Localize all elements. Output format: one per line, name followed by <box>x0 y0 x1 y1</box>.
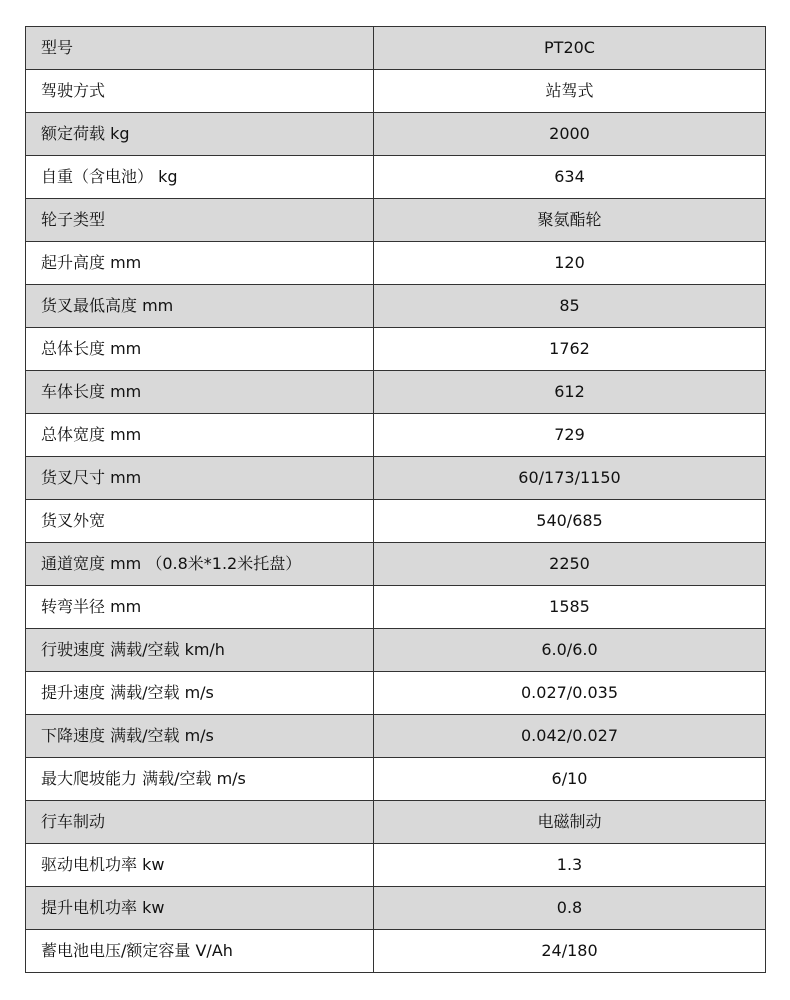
table-row <box>26 715 766 758</box>
row-value: 24/180 <box>374 930 766 973</box>
table-row <box>26 758 766 801</box>
row-value: 6.0/6.0 <box>374 629 766 672</box>
row-value: 聚氨酯轮 <box>374 199 766 242</box>
row-value: 1585 <box>374 586 766 629</box>
row-label: 驱动电机功率 kw <box>26 844 374 887</box>
row-value: 634 <box>374 156 766 199</box>
row-value: 1762 <box>374 328 766 371</box>
row-value: 0.8 <box>374 887 766 930</box>
row-label: 自重（含电池） kg <box>26 156 374 199</box>
row-label: 行车制动 <box>26 801 374 844</box>
row-label: 起升高度 mm <box>26 242 374 285</box>
table-row <box>26 930 766 973</box>
row-value: 0.042/0.027 <box>374 715 766 758</box>
table-row <box>26 801 766 844</box>
row-label: 额定荷载 kg <box>26 113 374 156</box>
row-value: 2000 <box>374 113 766 156</box>
row-label: 转弯半径 mm <box>26 586 374 629</box>
row-label: 最大爬坡能力 满载/空载 m/s <box>26 758 374 801</box>
row-value: 6/10 <box>374 758 766 801</box>
row-label: 货叉外宽 <box>26 500 374 543</box>
row-value: 120 <box>374 242 766 285</box>
row-label: 提升速度 满载/空载 m/s <box>26 672 374 715</box>
row-value: 电磁制动 <box>374 801 766 844</box>
row-value: 60/173/1150 <box>374 457 766 500</box>
row-label: 驾驶方式 <box>26 70 374 113</box>
table-row <box>26 543 766 586</box>
row-label: 行驶速度 满载/空载 km/h <box>26 629 374 672</box>
table-row <box>26 328 766 371</box>
row-label: 通道宽度 mm （0.8米*1.2米托盘） <box>26 543 374 586</box>
row-value: PT20C <box>374 27 766 70</box>
row-value: 729 <box>374 414 766 457</box>
row-label: 车体长度 mm <box>26 371 374 414</box>
table-row <box>26 242 766 285</box>
table-row <box>26 672 766 715</box>
row-value: 85 <box>374 285 766 328</box>
table-row <box>26 113 766 156</box>
table-row <box>26 27 766 70</box>
table-row <box>26 199 766 242</box>
row-label: 总体长度 mm <box>26 328 374 371</box>
table-row <box>26 844 766 887</box>
row-value: 540/685 <box>374 500 766 543</box>
row-label: 总体宽度 mm <box>26 414 374 457</box>
table-row <box>26 285 766 328</box>
table-row <box>26 586 766 629</box>
row-value: 0.027/0.035 <box>374 672 766 715</box>
table-row <box>26 887 766 930</box>
table-row <box>26 156 766 199</box>
spec-table-body <box>26 27 766 973</box>
table-row <box>26 414 766 457</box>
row-value: 1.3 <box>374 844 766 887</box>
row-label: 货叉尺寸 mm <box>26 457 374 500</box>
row-label: 蓄电池电压/额定容量 V/Ah <box>26 930 374 973</box>
table-row <box>26 500 766 543</box>
row-label: 货叉最低高度 mm <box>26 285 374 328</box>
table-row <box>26 70 766 113</box>
row-label: 提升电机功率 kw <box>26 887 374 930</box>
table-row <box>26 629 766 672</box>
row-value: 612 <box>374 371 766 414</box>
row-label: 下降速度 满载/空载 m/s <box>26 715 374 758</box>
row-value: 2250 <box>374 543 766 586</box>
spec-table <box>25 26 766 973</box>
row-label: 型号 <box>26 27 374 70</box>
table-row <box>26 371 766 414</box>
table-row <box>26 457 766 500</box>
row-value: 站驾式 <box>374 70 766 113</box>
row-label: 轮子类型 <box>26 199 374 242</box>
